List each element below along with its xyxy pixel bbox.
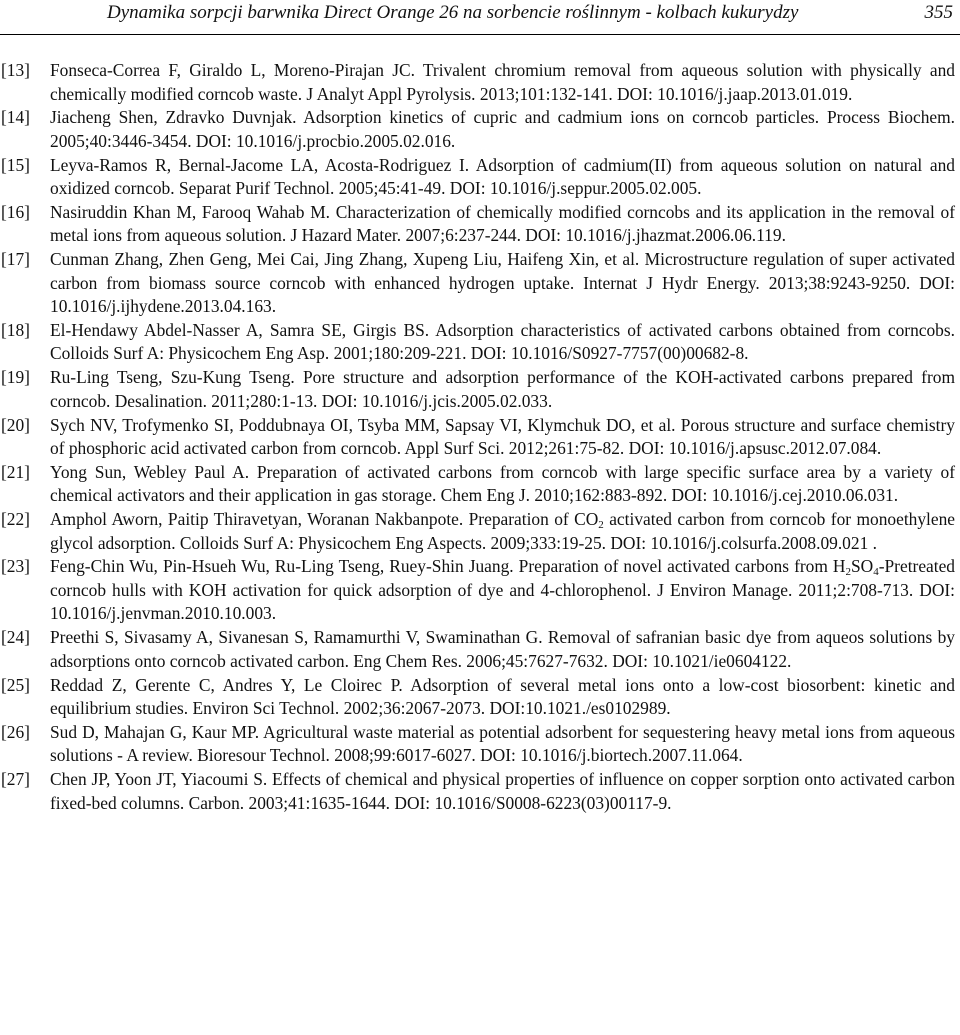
reference-number: [21] (1, 461, 30, 482)
subscript: 4 (873, 566, 879, 579)
reference-text-part: SO (850, 556, 874, 577)
reference-text: El-Hendawy Abdel-Nasser A, Samra SE, Girgis BS. Adsorption characteristics of activated carbons obtained from corncobs. Colloids Surf A: Physicochem Eng Asp. 2001;180:209-221. DOI: 10.1016/S0927-7757(00)00682-8. (50, 319, 955, 364)
reference-number: [18] (1, 319, 30, 340)
reference-text: Sud D, Mahajan G, Kaur MP. Agricultural waste material as potential adsorbent for sequestering heavy metal ions from aqueous solutions - A review. Bioresour Technol. 2008;99:6017-6027. DOI: 10.1016/j.biortech.2007.11.064. (50, 721, 955, 766)
reference-text (50, 555, 955, 626)
reference-number: [15] (1, 154, 30, 175)
subscript: 2 (598, 519, 604, 532)
reference-number: [25] (1, 674, 30, 695)
reference-21 (0, 461, 960, 508)
reference-number: [13] (1, 60, 30, 80)
reference-text: Leyva-Ramos R, Bernal-Jacome LA, Acosta-Rodriguez I. Adsorption of cadmium(II) from aqueous solution on natural and oxidized corncob. Separat Purif Technol. 2005;45:41-49. DOI: 10.1016/j.seppur.2005.02.005. (50, 154, 955, 199)
subscript: 2 (845, 566, 851, 579)
reference-text: Jiacheng Shen, Zdravko Duvnjak. Adsorption kinetics of cupric and cadmium ions on corncob particles. Process Biochem. 2005;40:3446-3454. DOI: 10.1016/j.procbio.2005.02.016. (50, 107, 955, 151)
reference-text-part: -Pretreated corncob hulls with KOH activation for quick adsorption of dye and 4-chlorophenol. J Environ Manage. 2011;2:708-713. DOI: 10.1016/j.jenvman.2010.10.003. (50, 556, 955, 624)
reference-number: [14] (1, 107, 30, 128)
reference-number: [23] (1, 556, 30, 577)
reference-27 (0, 768, 960, 815)
reference-text-part: activated carbon from corncob for monoethylene glycol adsorption. Colloids Surf A: Physicochem Eng Aspects. 2009;333:19-25. DOI: 10.1016/j.colsurfa.2008.09.021 . (50, 509, 956, 553)
reference-text: Preethi S, Sivasamy A, Sivanesan S, Ramamurthi V, Swaminathan G. Removal of safranian basic dye from aqueos solutions by adsorptions onto corncob activated carbon. Eng Chem Res. 2006;45:7627-7632. DOI: 10.1021/ie0604122. (50, 627, 955, 671)
reference-number: [19] (1, 367, 30, 388)
reference-text-part: Amphol Aworn, Paitip Thiravetyan, Woranan Nakbanpote. Preparation of CO (50, 509, 599, 530)
reference-number: [26] (1, 721, 30, 742)
reference-text: Cunman Zhang, Zhen Geng, Mei Cai, Jing Zhang, Xupeng Liu, Haifeng Xin, et al. Microstructure regulation of super activated carbon from biomass source corncob with enhanced hydrogen uptake. Internat J Hydr Energy. 2013;38:9243-9250. DOI: 10.1016/j.ijhydene.2013.04.163. (50, 249, 955, 317)
reference-text (50, 508, 955, 555)
reference-list (0, 59, 960, 815)
reference-20 (0, 414, 960, 461)
reference-text: Reddad Z, Gerente C, Andres Y, Le Cloirec P. Adsorption of several metal ions onto a low-cost biosorbent: kinetic and equilibrium studies. Environ Sci Technol. 2002;36:2067-2073. DOI:10.1021./es0102989. (50, 674, 955, 719)
reference-18 (0, 319, 960, 366)
reference-19 (0, 366, 960, 413)
reference-22 (0, 508, 960, 555)
reference-26 (0, 721, 960, 768)
reference-23 (0, 555, 960, 626)
reference-text: Ru-Ling Tseng, Szu-Kung Tseng. Pore structure and adsorption performance of the KOH-activated carbons prepared from corncob. Desalination. 2011;280:1-13. DOI: 10.1016/j.jcis.2005.02.033. (50, 367, 955, 411)
reference-text: Fonseca-Correa F, Giraldo L, Moreno-Pirajan JC. Trivalent chromium removal from aqueous solution with physically and chemically modified corncob waste. J Analyt Appl Pyrolysis. 2013;101:132-141. DOI: 10.1016/j.jaap.2013.01.019. (50, 60, 955, 104)
reference-number: [17] (1, 249, 30, 270)
reference-number: [24] (1, 627, 30, 648)
reference-number: [20] (1, 414, 30, 435)
running-title: Dynamika sorpcji barwnika Direct Orange 26 na sorbencie roślinnym - kolbach kukurydzy (107, 2, 799, 23)
reference-13 (0, 59, 960, 106)
reference-number: [27] (1, 769, 30, 790)
reference-text-part: Feng-Chin Wu, Pin-Hsueh Wu, Ru-Ling Tseng, Ruey-Shin Juang. Preparation of novel activated carbons from H (50, 556, 846, 577)
reference-16 (0, 201, 960, 248)
reference-24 (0, 626, 960, 673)
reference-number: [16] (1, 201, 30, 222)
reference-text: Chen JP, Yoon JT, Yiacoumi S. Effects of chemical and physical properties of influence on copper sorption onto activated carbon fixed-bed columns. Carbon. 2003;41:1635-1644. DOI: 10.1016/S0008-6223(03)00117-9. (50, 769, 955, 813)
reference-15 (0, 154, 960, 201)
reference-text: Nasiruddin Khan M, Farooq Wahab M. Characterization of chemically modified corncobs and its application in the removal of metal ions from aqueous solution. J Hazard Mater. 2007;6:237-244. DOI: 10.1016/j.jhazmat.2006.06.119. (50, 201, 955, 246)
reference-text: Yong Sun, Webley Paul A. Preparation of activated carbons from corncob with large specific surface area by a variety of chemical activators and their application in gas storage. Chem Eng J. 2010;162:883-892. DOI: 10.1016/j.cej.2010.06.031. (50, 461, 955, 506)
reference-14 (0, 106, 960, 153)
reference-text: Sych NV, Trofymenko SI, Poddubnaya OI, Tsyba MM, Sapsay VI, Klymchuk DO, et al. Porous structure and surface chemistry of phosphoric acid activated carbon from corncob. Appl Surf Sci. 2012;261:75-82. DOI: 10.1016/j.apsusc.2012.07.084. (50, 414, 955, 459)
reference-number: [22] (1, 509, 30, 530)
running-header (0, 0, 960, 35)
page-number: 355 (924, 2, 953, 23)
reference-25 (0, 674, 960, 721)
reference-17 (0, 248, 960, 319)
